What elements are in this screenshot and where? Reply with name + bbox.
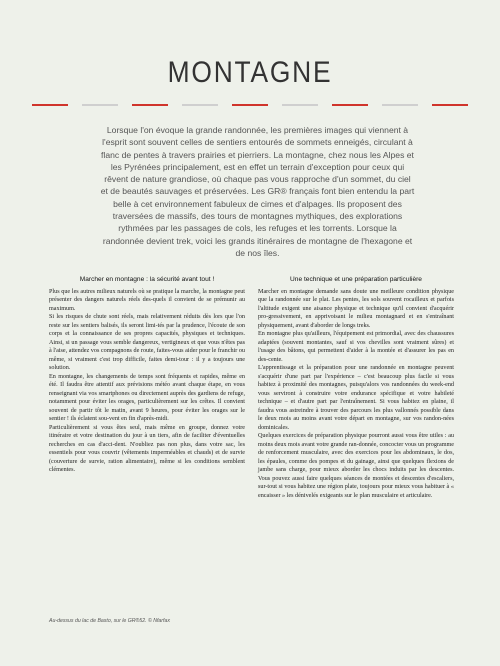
body-paragraph: Quelques exercices de préparation physique pourront aussi vous être utiles : au moins deux mois avant votre grande ran-donnée, concocter vous un programme de renforcement musculaire, avec des exercices pour les abdominaux, le dos, les épaules, comme des pompes et du gainage, ainsi que quelques flexions de jambe sans charge, pour mieux aborder les chocs induits par les descentes. Vous pouvez aussi faire quelques séances de montées et descentes d'escaliers, sur-tout si vous habitez une région plate, toujours pour mieux vous habituer à « encaisser » les dénivelés exigeants sur le plan musculaire et articulaire.: [258, 433, 454, 499]
intro-paragraph: Lorsque l'on évoque la grande randonnée, les premières images qui viennent à l'esprit sont souvent celles de sentiers entourés de sommets enneigés, circulant à flanc de pentes à travers prairies et pierriers. La montagne, chez nous les Alpes et les Pyrénées principalement, est en effet un terrain d'exception pour ceux qui rêvent de nature grandiose, où chaque pas vous rapproche d'un sommet, du ciel et de beautés sauvages et préservées. Les GR® français font bien entendu la part belle à cet environnement fabuleux de cimes et d'alpages. Ils proposent des traversées de massifs, des tours de montagnes mythiques, des explorations rythmées par les passages de cols, les refuges et les torrents. Lorsque la randonnée devient trek, voici les grands itinéraires de montagne de l'hexagone et de nos îles.: [100, 125, 415, 258]
divider-segment: [332, 104, 368, 106]
body-paragraph: Si les risques de chute sont réels, mais relativement réduits dès lors que l'on reste sur les sentiers balisés, ils seront limi-tés par la prudence, l'écoute de son corps et la connaissance de ses propres capacités, physiques et techniques. Ainsi, si un passage vous semble dangereux, vertigineux et que vous n'êtes pas à l'aise, attendez vos compagnons de route, faites-vous aider pour le franchir ou même, si vraiment c'est trop difficile, faites demi-tour : il y a toujours une solution.: [49, 314, 245, 371]
title-divider: [32, 104, 468, 106]
divider-segment: [32, 104, 68, 106]
right-column-heading: Une technique et une préparation particulière: [290, 276, 422, 283]
divider-segment: [132, 104, 168, 106]
body-paragraph: En montagne, les changements de temps sont fréquents et rapides, même en été. Il faudra être attentif aux prévisions météo avant chaque étape, en vous renseignant via vos smartphones ou directement auprès des gardiens de refuge, notamment pour éviter les orages, particulièrement sur les crêtes. Il convient souvent de partir tôt le matin, avant 9 heures, pour éviter les orages sur le sentier ! ils éclatent sou-vent en fin d'après-midi.: [49, 373, 245, 422]
body-paragraph: Marcher en montagne demande sans doute une meilleure condition physique que la randonnée sur le plat. Les pentes, les sols souvent rocailleux et parfois l'altitude exigent une aisance physique et technique qu'il convient d'acquérir pro-gressivement, en apprivoisant le milieu montagnard et en s'entraînant physiquement, avant d'aborder de longs treks.: [258, 288, 454, 329]
divider-segment: [382, 104, 418, 106]
divider-segment: [182, 104, 218, 106]
right-column: [258, 276, 454, 500]
body-paragraph: L'apprentissage et la préparation pour une randonnée en montagne peuvent s'acquérir d'une part par l'expérience – c'est beaucoup plus facile si vous habitez à proximité des montagnes, puisqu'alors vos randonnées du week-end vous serviront à construire votre endurance spécifique et votre habileté technique – et d'autre part par l'entraînement. Si vous habitez en plaine, il faudra vous astreindre à trouver des parcours les plus vallonnés possible dans le deux mois au moins avant votre départ en montagne, sur vos randon-nées dominicales.: [258, 365, 454, 431]
divider-segment: [232, 104, 268, 106]
left-column-heading: Marcher en montagne : la sécurité avant tout !: [79, 276, 215, 283]
left-column: [49, 276, 245, 475]
divider-segment: [82, 104, 118, 106]
body-paragraph: Plus que les autres milieux naturels où se pratique la marche, la montagne peut présenter des dangers naturels réels des-quels il convient de se prémunir au maximum.: [49, 288, 245, 312]
divider-segment: [432, 104, 468, 106]
divider-segment: [282, 104, 318, 106]
body-paragraph: Particulièrement si vous êtes seul, mais même en groupe, donnez votre itinéraire et votre destination du jour à un tiers, afin de faciliter d'éventuelles recherches en cas d'acci-dent. N'oubliez pas non plus, dans votre sac, les essentiels pour vous couvrir (vêtements imperméables et chauds) et de survie (couverture de survie, ration alimentaire), même si les conditions semblent clémentes.: [49, 424, 245, 473]
page-title: MONTAGNE: [167, 56, 333, 89]
photo-caption: Au-dessus du lac de Basto, sur le GR®52. © Nfarfax: [49, 618, 170, 624]
body-paragraph: En montagne plus qu'ailleurs, l'équipement est primordial, avec des chaussures adaptées (souvent montantes, sauf si vos chevilles sont vraiment sûres) et l'usage des bâtons, qui permettent d'aider à la montée et d'assurer les pas en des-cente.: [258, 331, 454, 363]
